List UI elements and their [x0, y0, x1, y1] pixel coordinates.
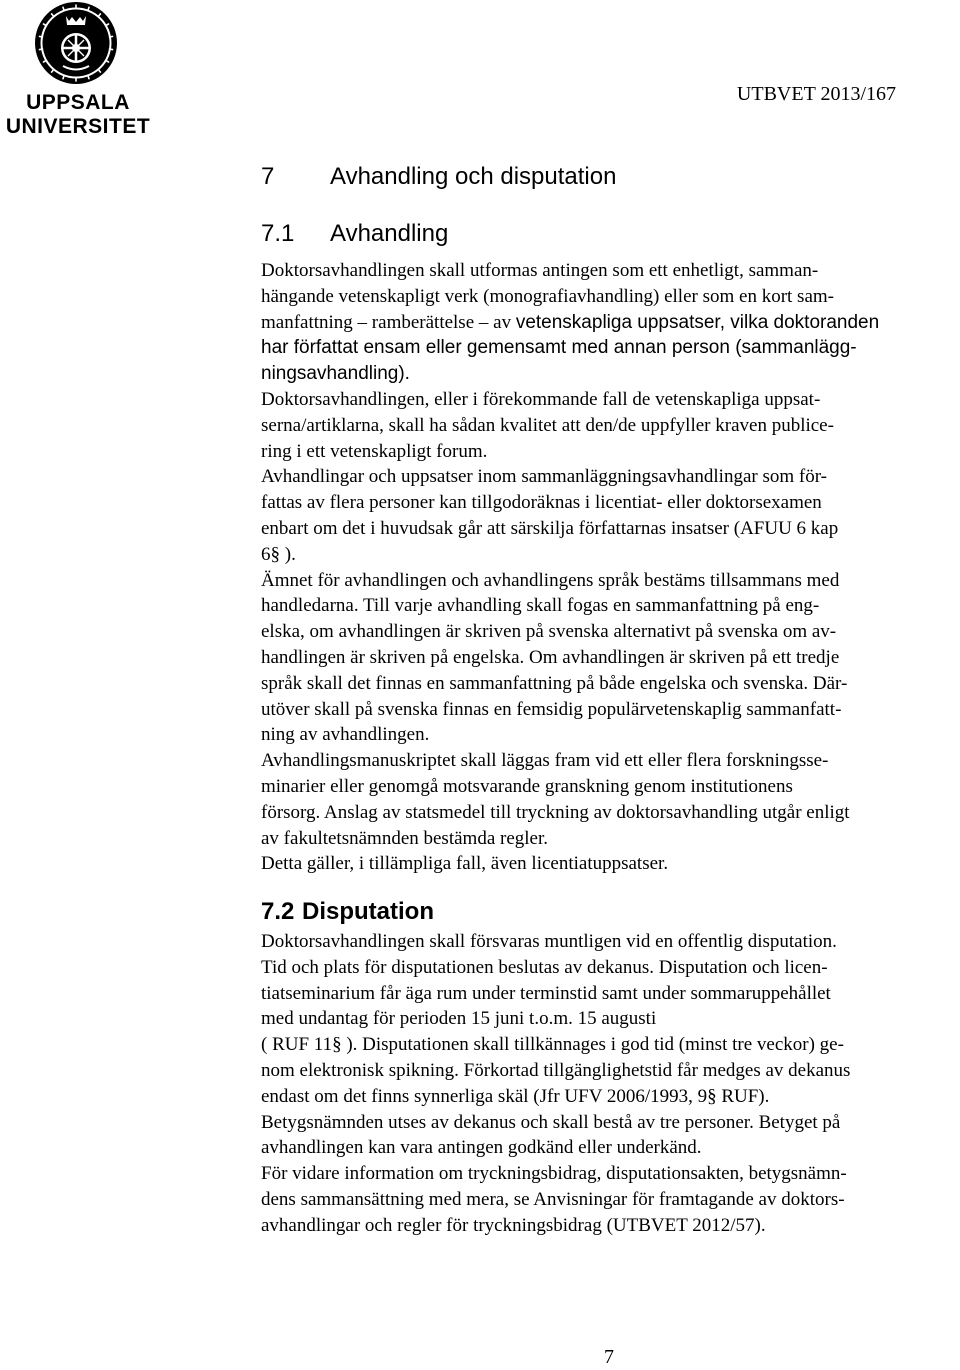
university-logo: [2, 0, 154, 142]
paragraph-line: ningsavhandling).: [261, 363, 410, 385]
paragraph-line: Doktorsavhandlingen skall försvaras muntligen vid en offentlig disputation.: [261, 931, 837, 952]
section-heading-avhandling: [261, 219, 448, 249]
paragraph-line: handledarna. Till varje avhandling skall fogas en sammanfattning på eng-: [261, 595, 820, 617]
chapter-number: 7: [261, 163, 275, 190]
paragraph-line: av fakultetsnämnden bestämda regler.: [261, 827, 549, 849]
paragraph-line: Doktorsavhandlingen, eller i förekommande fall de vetenskapliga uppsat-: [261, 388, 821, 410]
paragraph-line: För vidare information om tryckningsbidrag, disputationsakten, betygsnämn-: [261, 1163, 847, 1185]
section-body-avhandling: [261, 258, 960, 877]
paragraph-line: dens sammansättning med mera, se Anvisningar för framtagande av doktors-: [261, 1188, 845, 1210]
line-segment: manfattning – ramberättelse – av: [261, 311, 516, 333]
paragraph-line: ning av avhandlingen.: [261, 724, 430, 746]
paragraph-line: Betygsnämnden utses av dekanus och skall bestå av tre personer. Betyget på: [261, 1111, 841, 1133]
section-number: 7.1: [261, 220, 295, 247]
logo-text-universitet: UNIVERSITET: [5, 115, 151, 138]
paragraph-line: tiatseminarium får äga rum under terminstid samt under sommaruppehållet: [261, 982, 831, 1004]
paragraph-line: har författat ensam eller gemensamt med annan person (sammanlägg-: [261, 337, 857, 359]
chapter-heading: [261, 162, 616, 192]
paragraph-line: hängande vetenskapligt verk (monografiavhandling) eller som en kort sam-: [261, 285, 834, 307]
paragraph-line: försorg. Anslag av statsmedel till tryckning av doktorsavhandling utgår enligt: [261, 801, 850, 823]
section-heading-disputation: [261, 897, 434, 927]
paragraph-line: handlingen är skriven på engelska. Om avhandlingen är skriven på ett tredje: [261, 646, 840, 668]
paragraph-line: Avhandlingsmanuskriptet skall läggas fram vid ett eller flera forskningsse-: [261, 750, 829, 772]
paragraph-line: avhandlingar och regler för tryckningsbidrag (UTBVET 2012/57).: [261, 1214, 766, 1236]
section-title: Avhandling: [330, 220, 449, 247]
paragraph-line: fattas av flera personer kan tillgodoräknas i licentiat- eller doktorsexamen: [261, 492, 822, 514]
section-number: 7.2: [261, 898, 295, 925]
paragraph-line: Ämnet för avhandlingen och avhandlingens språk bestäms tillsammans med: [261, 569, 840, 591]
paragraph-line: enbart om det i huvudsak går att särskilja författarnas insatser (AFUU 6 kap: [261, 517, 839, 539]
paragraph-line: Avhandlingar och uppsatser inom sammanläggningsavhandlingar som för-: [261, 466, 827, 488]
paragraph-line: minarier eller genomgå motsvarande granskning genom institutionens: [261, 775, 793, 797]
paragraph-line: utöver skall på svenska finnas en femsidig populärvetenskaplig sammanfatt-: [261, 698, 842, 720]
section-title: Disputation: [302, 898, 434, 925]
paragraph-line: elska, om avhandlingen är skriven på svenska alternativt på svenska om av-: [261, 621, 837, 643]
paragraph-line: Tid och plats för disputationen beslutas av dekanus. Disputation och licen-: [261, 956, 828, 978]
paragraph-line: ( RUF 11§ ). Disputationen skall tillkännages i god tid (minst tre veckor) ge-: [261, 1034, 844, 1056]
paragraph-line: Detta gäller, i tillämpliga fall, även licentiatuppsatser.: [261, 853, 669, 875]
page-number: 7: [604, 1346, 614, 1368]
paragraph-line: Doktorsavhandlingen skall utformas antingen som ett enhetligt, samman-: [261, 260, 819, 281]
logo-text-uppsala: UPPSALA: [26, 91, 130, 114]
paragraph-line: serna/artiklarna, skall ha sådan kvalitet att den/de uppfyller kraven publice-: [261, 414, 834, 436]
paragraph-line: 6§ ).: [261, 543, 296, 565]
paragraph-line: [261, 310, 960, 336]
paragraph-line: avhandlingen kan vara antingen godkänd eller underkänd.: [261, 1137, 702, 1159]
paragraph-line: med undantag för perioden 15 juni t.o.m. 15 augusti: [261, 1008, 657, 1030]
section-body-disputation: [261, 929, 960, 1239]
paragraph-line: nom elektronisk spikning. Förkortad tillgänglighetstid får medges av dekanus: [261, 1059, 851, 1081]
line-segment: vetenskapliga uppsatser, vilka doktoranden: [515, 311, 880, 333]
document-reference: UTBVET 2013/167: [736, 83, 896, 105]
university-seal-icon: [33, 0, 119, 86]
paragraph-line: endast om det finns synnerliga skäl (Jfr UFV 2006/1993, 9§ RUF).: [261, 1085, 770, 1107]
paragraph-line: språk skall det finnas en sammanfattning på både engelska och svenska. Där-: [261, 672, 848, 694]
chapter-title: Avhandling och disputation: [330, 163, 617, 190]
paragraph-line: ring i ett vetenskapligt forum.: [261, 440, 488, 462]
